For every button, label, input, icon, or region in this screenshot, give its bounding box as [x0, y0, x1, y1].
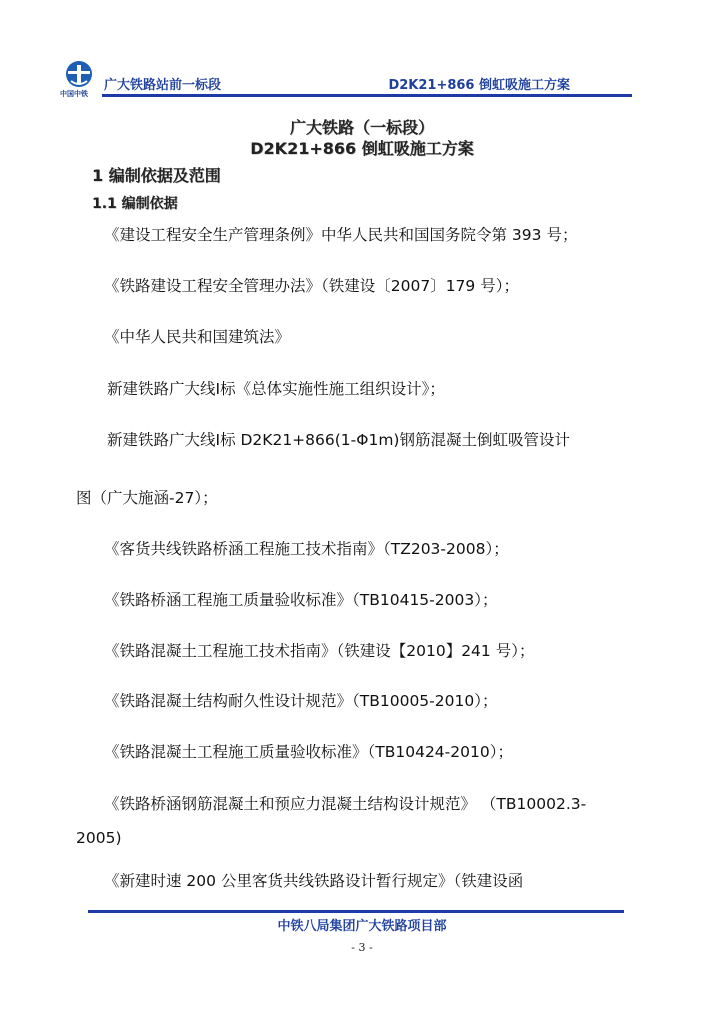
basis-item-continued: 2005) — [76, 829, 122, 847]
basis-item: 《客货共线铁路桥涵工程施工技术指南》（TZ203-2008）； — [104, 540, 509, 558]
basis-item: 《铁路混凝土工程施工质量验收标准》（TB10424-2010）； — [104, 743, 513, 761]
document-title-line2: D2K21+866 倒虹吸施工方案 — [250, 139, 474, 158]
basis-item: 《铁路混凝土工程施工技术指南》（铁建设【2010】241 号）； — [104, 642, 535, 660]
basis-item: 《铁路桥涵钢筋混凝土和预应力混凝土结构设计规范》 （TB10002.3- — [104, 795, 587, 813]
page-number: - 3 - — [351, 941, 373, 954]
footer-divider — [88, 910, 624, 913]
header-divider — [102, 94, 632, 97]
header-project-title: 广大铁路站前一标段 — [104, 78, 222, 93]
basis-item: 《铁路建设工程安全管理办法》（铁建设〔2007〕179 号）； — [104, 277, 519, 295]
basis-item: 《铁路桥涵工程施工质量验收标准》（TB10415-2003）； — [104, 591, 498, 609]
header-document-title: D2K21+866 倒虹吸施工方案 — [388, 78, 570, 93]
basis-item: 新建铁路广大线Ⅰ标《总体实施性施工组织设计》； — [107, 380, 445, 398]
basis-item: 《建设工程安全生产管理条例》中华人民共和国国务院令第 393 号； — [104, 226, 578, 244]
basis-item: 《中华人民共和国建筑法》 — [104, 328, 291, 346]
basis-item: 《铁路混凝土结构耐久性设计规范》（TB10005-2010）； — [104, 692, 498, 710]
logo-text: 中国中铁 — [60, 90, 88, 98]
subsection-heading: 1.1 编制依据 — [92, 196, 178, 212]
crcc-logo — [62, 60, 102, 98]
basis-item: 新建铁路广大线Ⅰ标 D2K21+866(1-Φ1m)钢筋混凝土倒虹吸管设计 — [107, 431, 570, 449]
section-heading: 1 编制依据及范围 — [92, 166, 221, 185]
basis-item: 《新建时速 200 公里客货共线铁路设计暂行规定》（铁建设函 — [104, 872, 524, 890]
basis-item-continued: 图（广大施涵-27）； — [76, 489, 218, 507]
page-header — [62, 60, 632, 102]
footer-organization: 中铁八局集团广大铁路项目部 — [277, 919, 447, 934]
document-title-line1: 广大铁路（一标段） — [289, 118, 434, 137]
